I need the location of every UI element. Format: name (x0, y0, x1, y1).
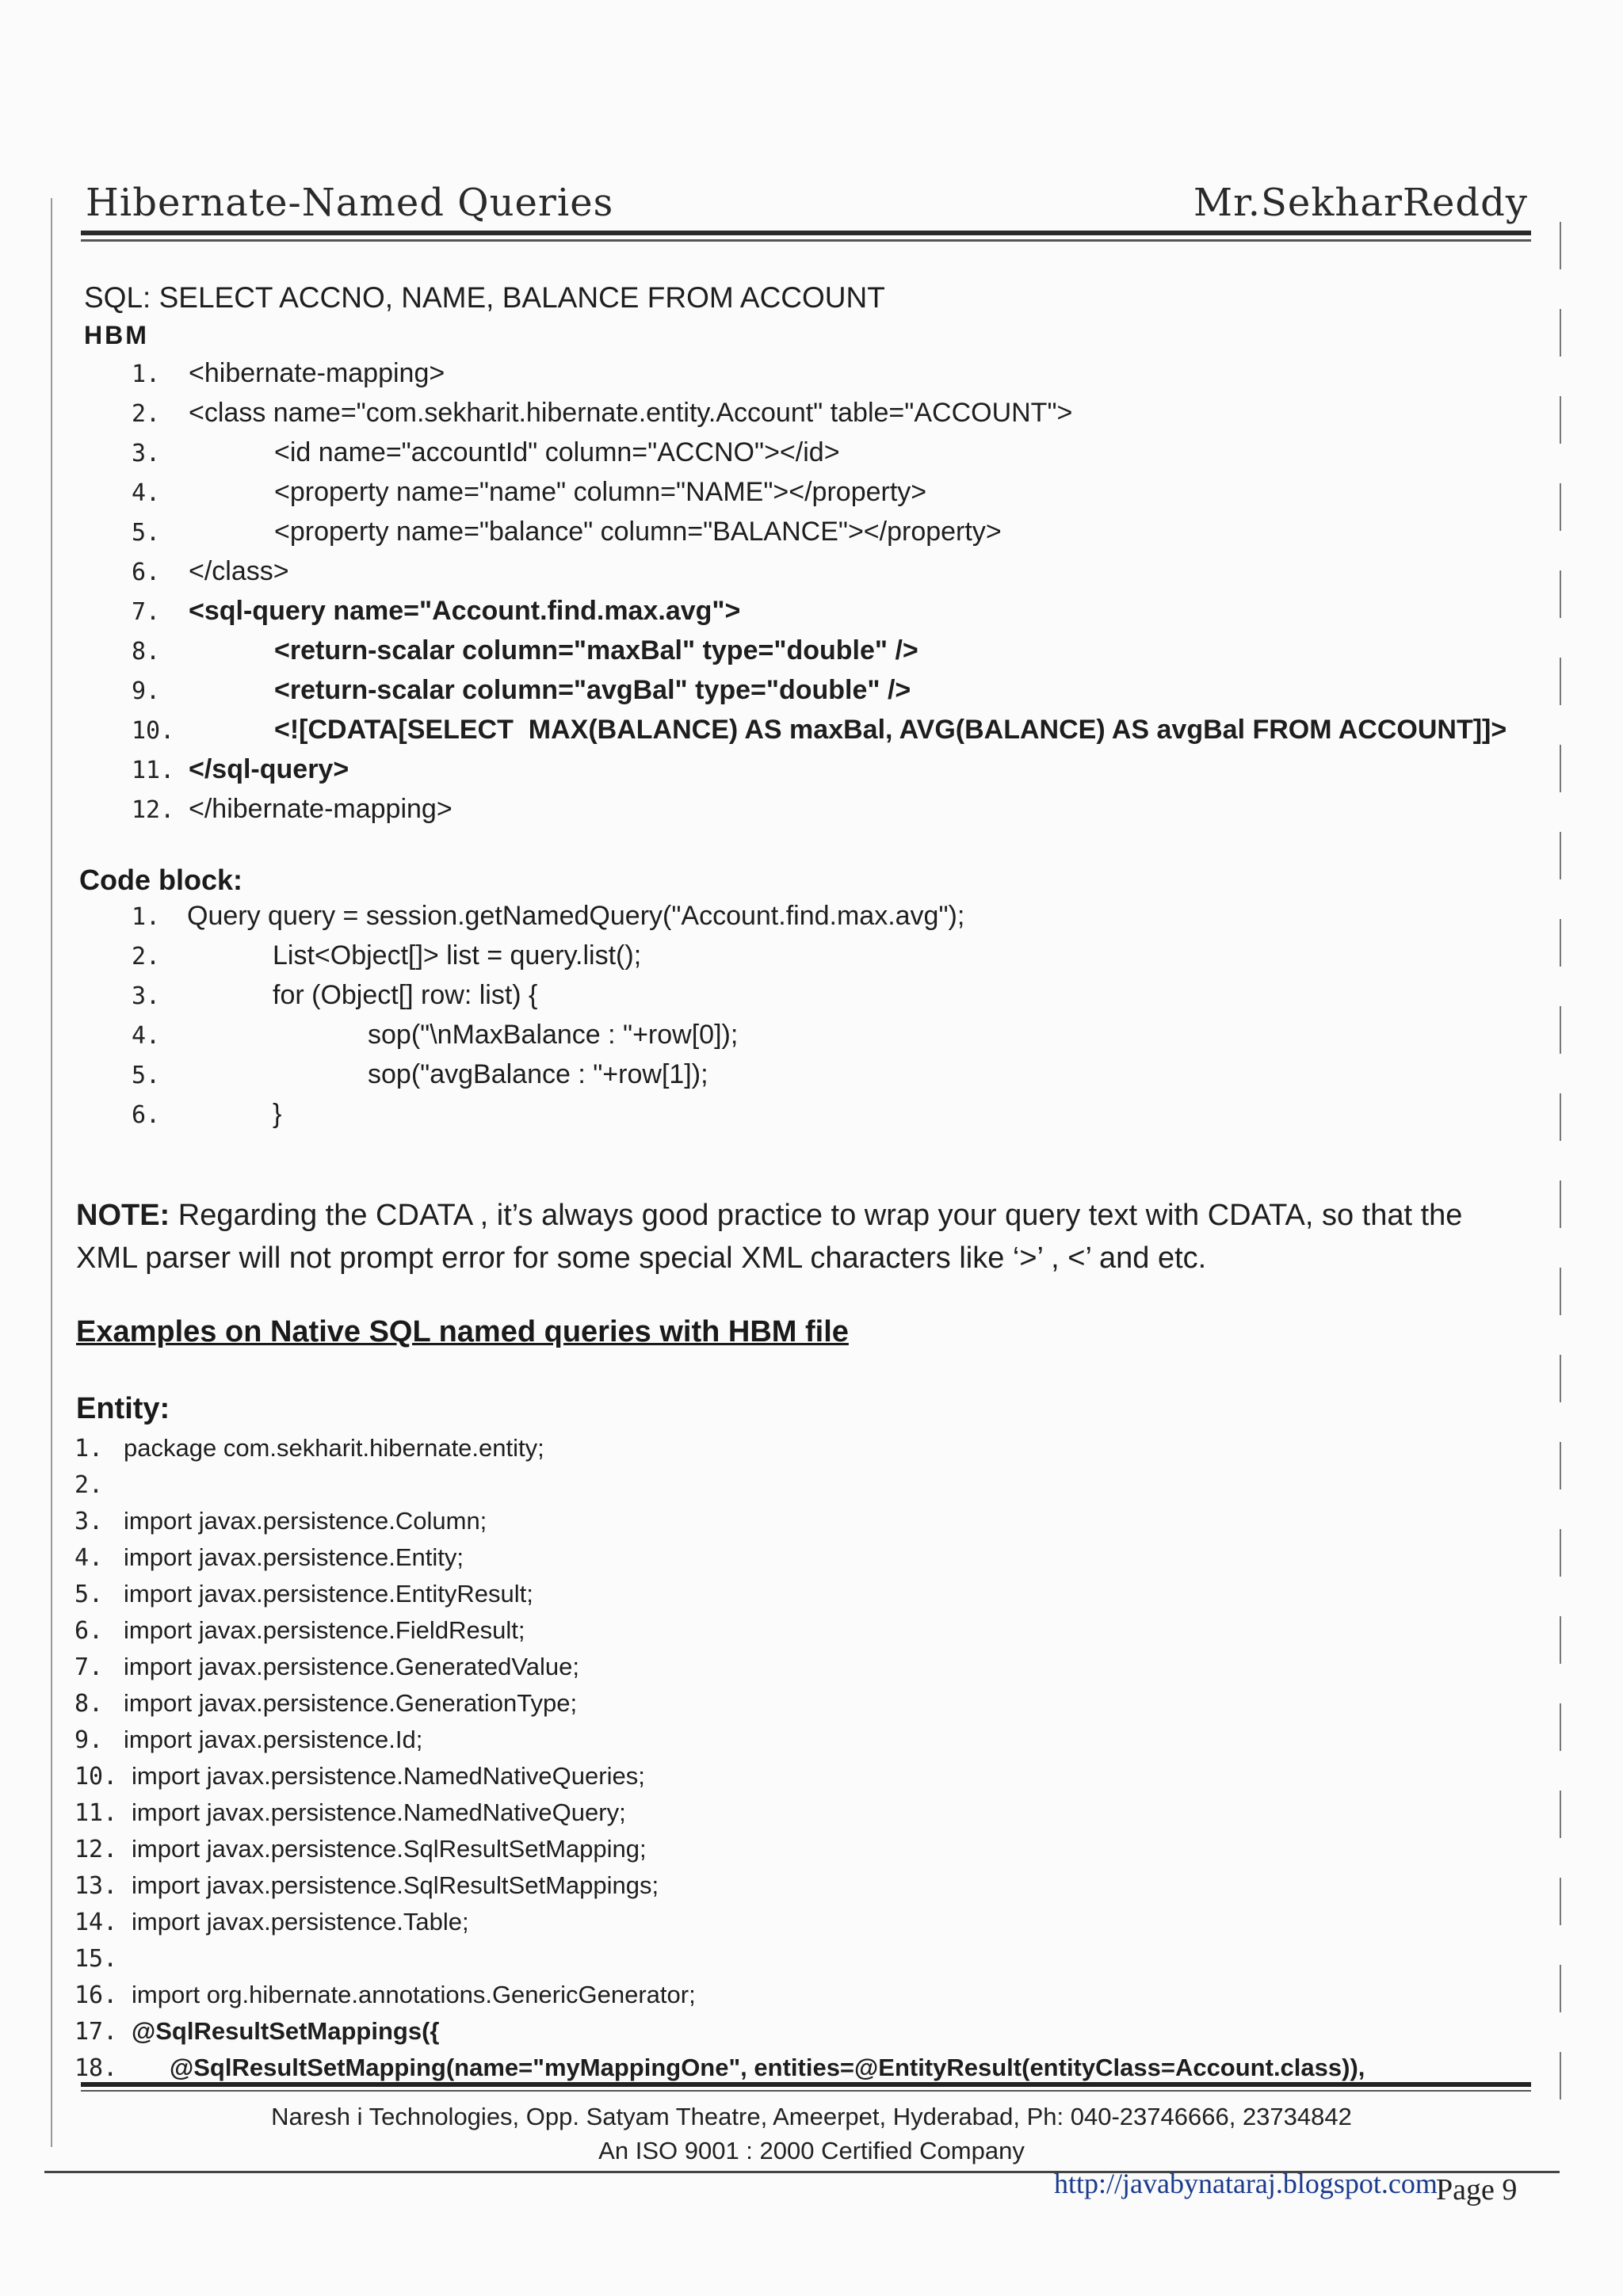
line-number: 9. (132, 677, 161, 705)
code-text: <sql-query name="Account.find.max.avg"> (189, 596, 741, 626)
line-number: 6. (132, 1101, 161, 1129)
note-paragraph (76, 1194, 1526, 1280)
hbm-line (132, 517, 1002, 547)
code-text: import org.hibernate.annotations.GenericGenerator; (132, 1981, 696, 2008)
code-text: import javax.persistence.EntityResult; (124, 1580, 533, 1608)
line-number: 12. (132, 796, 175, 824)
code-text: <hibernate-mapping> (189, 358, 445, 388)
entity-line (74, 1689, 577, 1718)
entity-line (74, 1434, 544, 1463)
footer-rule-thin (81, 2090, 1531, 2092)
hbm-label: HBM (84, 321, 149, 349)
line-number: 10. (74, 1763, 118, 1791)
line-number: 3. (74, 1508, 104, 1535)
code-text: <return-scalar column="maxBal" type="double" /> (274, 635, 918, 666)
code-text: List<Object[]> list = query.list(); (273, 940, 642, 971)
code-text: import javax.persistence.Id; (124, 1726, 423, 1753)
entity-line (74, 2054, 1365, 2082)
code-text: @SqlResultSetMapping(name="myMappingOne", entities=@EntityResult(entityClass=Account.class)), (170, 2054, 1365, 2081)
line-number: 14. (74, 1909, 118, 1936)
examples-heading: Examples on Native SQL named queries with HBM file (76, 1315, 849, 1348)
line-number: 5. (74, 1581, 104, 1608)
entity-line (74, 1835, 647, 1863)
entity-line (74, 1908, 469, 1936)
line-number: 9. (74, 1726, 104, 1754)
code-text: import javax.persistence.FieldResult; (124, 1616, 525, 1644)
code-line (132, 1099, 281, 1130)
code-text: <return-scalar column="avgBal" type="double" /> (274, 675, 911, 705)
line-number: 6. (132, 559, 161, 586)
code-line (132, 940, 641, 971)
code-text: <![CDATA[SELECT MAX(BALANCE) AS maxBal, AVG(BALANCE) AS avgBal FROM ACCOUNT]]> (274, 715, 1507, 745)
note-text: Regarding the CDATA , it’s always good practice to wrap your query text with CDATA, so that the XML parser will not prompt error for some special XML characters like ‘>’ , <’ and etc. (76, 1199, 1463, 1275)
line-number: 4. (132, 1022, 161, 1050)
hbm-line (132, 477, 926, 508)
code-text: import javax.persistence.SqlResultSetMappings; (132, 1871, 659, 1899)
line-number: 1. (74, 1435, 104, 1463)
code-text: import javax.persistence.Table; (132, 1908, 469, 1936)
hbm-line (132, 635, 918, 666)
footer-rule (81, 2082, 1531, 2087)
page-title: Hibernate-Named Queries (86, 181, 614, 225)
line-number: 7. (132, 598, 161, 626)
code-line (132, 980, 537, 1011)
header-rule-thin (81, 239, 1531, 242)
code-line (132, 901, 964, 932)
hbm-line (132, 556, 289, 587)
line-number: 5. (132, 519, 161, 547)
line-number: 7. (74, 1653, 104, 1681)
code-block-label: Code block: (79, 864, 243, 896)
entity-line (74, 1762, 645, 1791)
code-text: sop("avgBalance : "+row[1]); (368, 1059, 708, 1089)
code-text: import javax.persistence.NamedNativeQuery; (132, 1798, 626, 1826)
page-number: Page 9 (1436, 2173, 1518, 2206)
code-text: <property name="name" column="NAME"></property> (274, 477, 927, 507)
hbm-line (132, 437, 840, 468)
line-number: 3. (132, 440, 161, 467)
footer-certification: An ISO 9001 : 2000 Certified Company (598, 2137, 1025, 2164)
code-text: import javax.persistence.Column; (124, 1507, 487, 1535)
code-text: </class> (189, 556, 289, 586)
code-text: import javax.persistence.SqlResultSetMapping; (132, 1835, 647, 1863)
hbm-line (132, 358, 445, 389)
entity-line (74, 1616, 525, 1645)
line-number: 1. (132, 903, 161, 931)
line-number: 4. (132, 479, 161, 507)
line-number: 8. (132, 638, 161, 666)
code-text: package com.sekharit.hibernate.entity; (124, 1434, 544, 1462)
author-name: Mr.SekharReddy (1193, 181, 1528, 225)
code-text: import javax.persistence.Entity; (124, 1543, 464, 1571)
line-number: 12. (74, 1836, 118, 1863)
hbm-line (132, 398, 1072, 429)
note-label: NOTE: (76, 1199, 170, 1232)
hbm-line (132, 596, 740, 627)
entity-line (74, 1871, 659, 1900)
code-text: for (Object[] row: list) { (273, 980, 538, 1010)
line-number: 2. (132, 400, 161, 428)
left-margin-line (51, 198, 52, 2147)
hbm-line (132, 715, 1507, 746)
code-text: <class name="com.sekharit.hibernate.entity.Account" table="ACCOUNT"> (189, 398, 1073, 428)
line-number: 8. (74, 1690, 104, 1718)
code-text: <property name="balance" column="BALANCE"></property> (274, 517, 1002, 547)
code-text: Query query = session.getNamedQuery("Account.find.max.avg"); (187, 901, 965, 931)
line-number: 11. (132, 757, 175, 784)
entity-line (74, 1507, 487, 1535)
hbm-line (132, 794, 453, 825)
line-number: 4. (74, 1544, 104, 1572)
line-number: 10. (132, 717, 175, 745)
hbm-line (132, 754, 349, 785)
line-number: 18. (74, 2054, 118, 2082)
entity-line (74, 1580, 533, 1608)
footer-address: Naresh i Technologies, Opp. Satyam Theatre, Ameerpet, Hyderabad, Ph: 040-23746666, 23734842 (271, 2103, 1352, 2130)
code-text: import javax.persistence.GenerationType; (124, 1689, 578, 1717)
line-number: 3. (132, 982, 161, 1010)
entity-label: Entity: (76, 1392, 170, 1425)
code-text: </sql-query> (189, 754, 349, 784)
line-number: 6. (74, 1617, 104, 1645)
code-text: </hibernate-mapping> (189, 794, 453, 824)
code-text: import javax.persistence.GeneratedValue; (124, 1653, 579, 1680)
entity-line (74, 1944, 132, 1973)
line-number: 11. (74, 1799, 118, 1827)
entity-line (74, 1470, 124, 1499)
entity-line (74, 1543, 464, 1572)
line-number: 16. (74, 1981, 118, 2009)
line-number: 5. (132, 1062, 161, 1089)
code-text: import javax.persistence.NamedNativeQueries; (132, 1762, 645, 1790)
entity-line (74, 2017, 439, 2046)
hbm-line (132, 675, 911, 706)
line-number: 1. (132, 360, 161, 388)
line-number: 2. (132, 943, 161, 971)
line-number: 15. (74, 1945, 118, 1973)
entity-line (74, 1653, 579, 1681)
code-text: @SqlResultSetMappings({ (132, 2017, 440, 2045)
code-line (132, 1059, 708, 1090)
sql-statement: SQL: SELECT ACCNO, NAME, BALANCE FROM ACCOUNT (84, 281, 885, 314)
line-number: 13. (74, 1872, 118, 1900)
binding-marks (1560, 222, 1561, 2139)
entity-line (74, 1981, 696, 2009)
line-number: 17. (74, 2018, 118, 2046)
line-number: 2. (74, 1471, 104, 1499)
code-text: } (273, 1099, 282, 1129)
entity-line (74, 1726, 422, 1754)
header-rule (81, 231, 1531, 235)
blog-url: http://javabynataraj.blogspot.com (1054, 2168, 1438, 2199)
code-line (132, 1020, 738, 1051)
code-text: sop("\nMaxBalance : "+row[0]); (368, 1020, 739, 1050)
code-text: <id name="accountId" column="ACCNO"></id> (274, 437, 840, 467)
entity-line (74, 1798, 626, 1827)
